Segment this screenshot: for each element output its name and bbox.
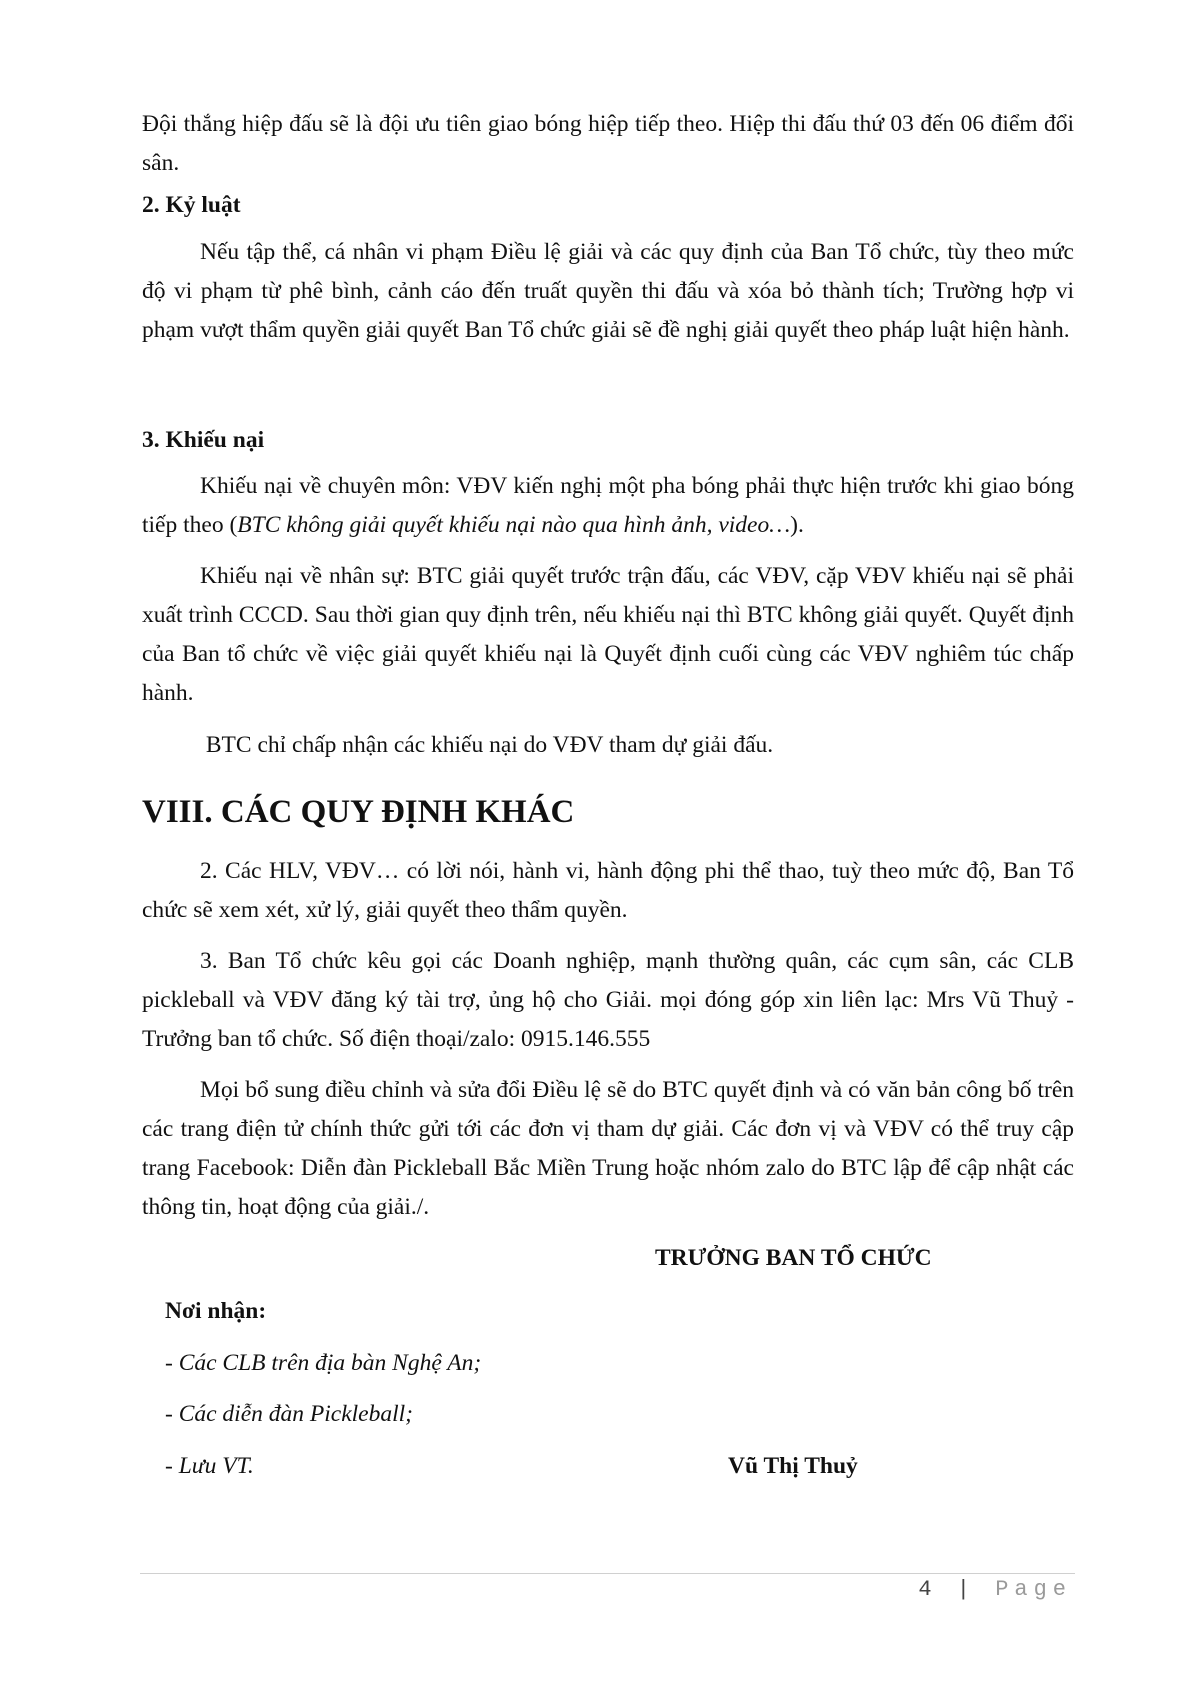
complaints-paragraph-technical — [142, 467, 1074, 545]
page-separator: | — [956, 1577, 976, 1602]
complaints-paragraph-personnel: Khiếu nại về nhân sự: BTC giải quyết trước trận đấu, các VĐV, cặp VĐV khiếu nại sẽ phải xuất trình CCCD. Sau thời gian quy định trên, nếu khiếu nại thì BTC không giải quyết. Quyết định của Ban tổ chức về việc giải quyết khiếu nại là Quyết định cuối cùng các VĐV nghiêm túc chấp hành. — [142, 563, 1074, 706]
section-title-other-rules: VIII. CÁC QUY ĐỊNH KHÁC — [142, 794, 575, 830]
complaints-paragraph-acceptance: BTC chỉ chấp nhận các khiếu nại do VĐV tham dự giải đấu. — [200, 732, 774, 758]
signature-title: TRƯỞNG BAN TỔ CHỨC — [655, 1245, 932, 1271]
recipients-label: Nơi nhận: — [165, 1298, 267, 1324]
other-rules-paragraph-conduct: 2. Các HLV, VĐV… có lời nói, hành vi, hành động phi thể thao, tuỳ theo mức độ, Ban Tổ chức sẽ xem xét, xử lý, giải quyết theo thẩm quyền. — [142, 858, 1074, 923]
other-rules-paragraph-amendments: Mọi bổ sung điều chỉnh và sửa đổi Điều lệ sẽ do BTC quyết định và có văn bản công bố trên các trang điện tử chính thức gửi tới các đơn vị tham dự giải. Các đơn vị và VĐV có thể truy cập trang Facebook: Diễn đàn Pickleball Bắc Miền Trung hoặc nhóm zalo do BTC lập để cập nhật các thông tin, hoạt động của giải./. — [142, 1077, 1074, 1220]
discipline-paragraph: Nếu tập thể, cá nhân vi phạm Điều lệ giải và các quy định của Ban Tổ chức, tùy theo mức độ vi phạm từ phê bình, cảnh cáo đến truất quyền thi đấu và xóa bỏ thành tích; Trường hợp vi phạm vượt thẩm quyền giải quyết Ban Tổ chức giải sẽ đề nghị giải quyết theo pháp luật hiện hành. — [142, 239, 1074, 343]
signer-name: Vũ Thị Thuỷ — [728, 1453, 858, 1479]
footer-divider — [140, 1573, 1075, 1574]
intro-paragraph: Đội thắng hiệp đấu sẽ là đội ưu tiên giao bóng hiệp tiếp theo. Hiệp thi đấu thứ 03 đến 06 điểm đổi sân. — [142, 111, 1074, 176]
complaints-technical-text: Khiếu nại về chuyên môn: VĐV kiến nghị một pha bóng phải thực hiện trước khi giao bóng tiếp theo ( — [142, 473, 1074, 538]
recipient-item: - Lưu VT. — [165, 1453, 254, 1479]
page-number: 4 — [918, 1577, 938, 1602]
recipient-item: - Các CLB trên địa bàn Nghệ An; — [165, 1350, 482, 1376]
page-footer — [918, 1577, 1072, 1602]
other-rules-paragraph-sponsorship: 3. Ban Tổ chức kêu gọi các Doanh nghiệp, mạnh thường quân, các cụm sân, các CLB pickleball và VĐV đăng ký tài trợ, ủng hộ cho Giải. mọi đóng góp xin liên lạc: Mrs Vũ Thuỷ - Trưởng ban tổ chức. Số điện thoại/zalo: 0915.146.555 — [142, 948, 1074, 1052]
complaints-technical-note: BTC không giải quyết khiếu nại nào qua hình ảnh, video… — [237, 512, 791, 538]
complaints-heading: 3. Khiếu nại — [142, 427, 265, 453]
discipline-heading: 2. Kỷ luật — [142, 192, 241, 218]
complaints-technical-end: ). — [790, 512, 804, 538]
page-label: Page — [995, 1577, 1072, 1602]
recipient-item: - Các diễn đàn Pickleball; — [165, 1401, 413, 1427]
